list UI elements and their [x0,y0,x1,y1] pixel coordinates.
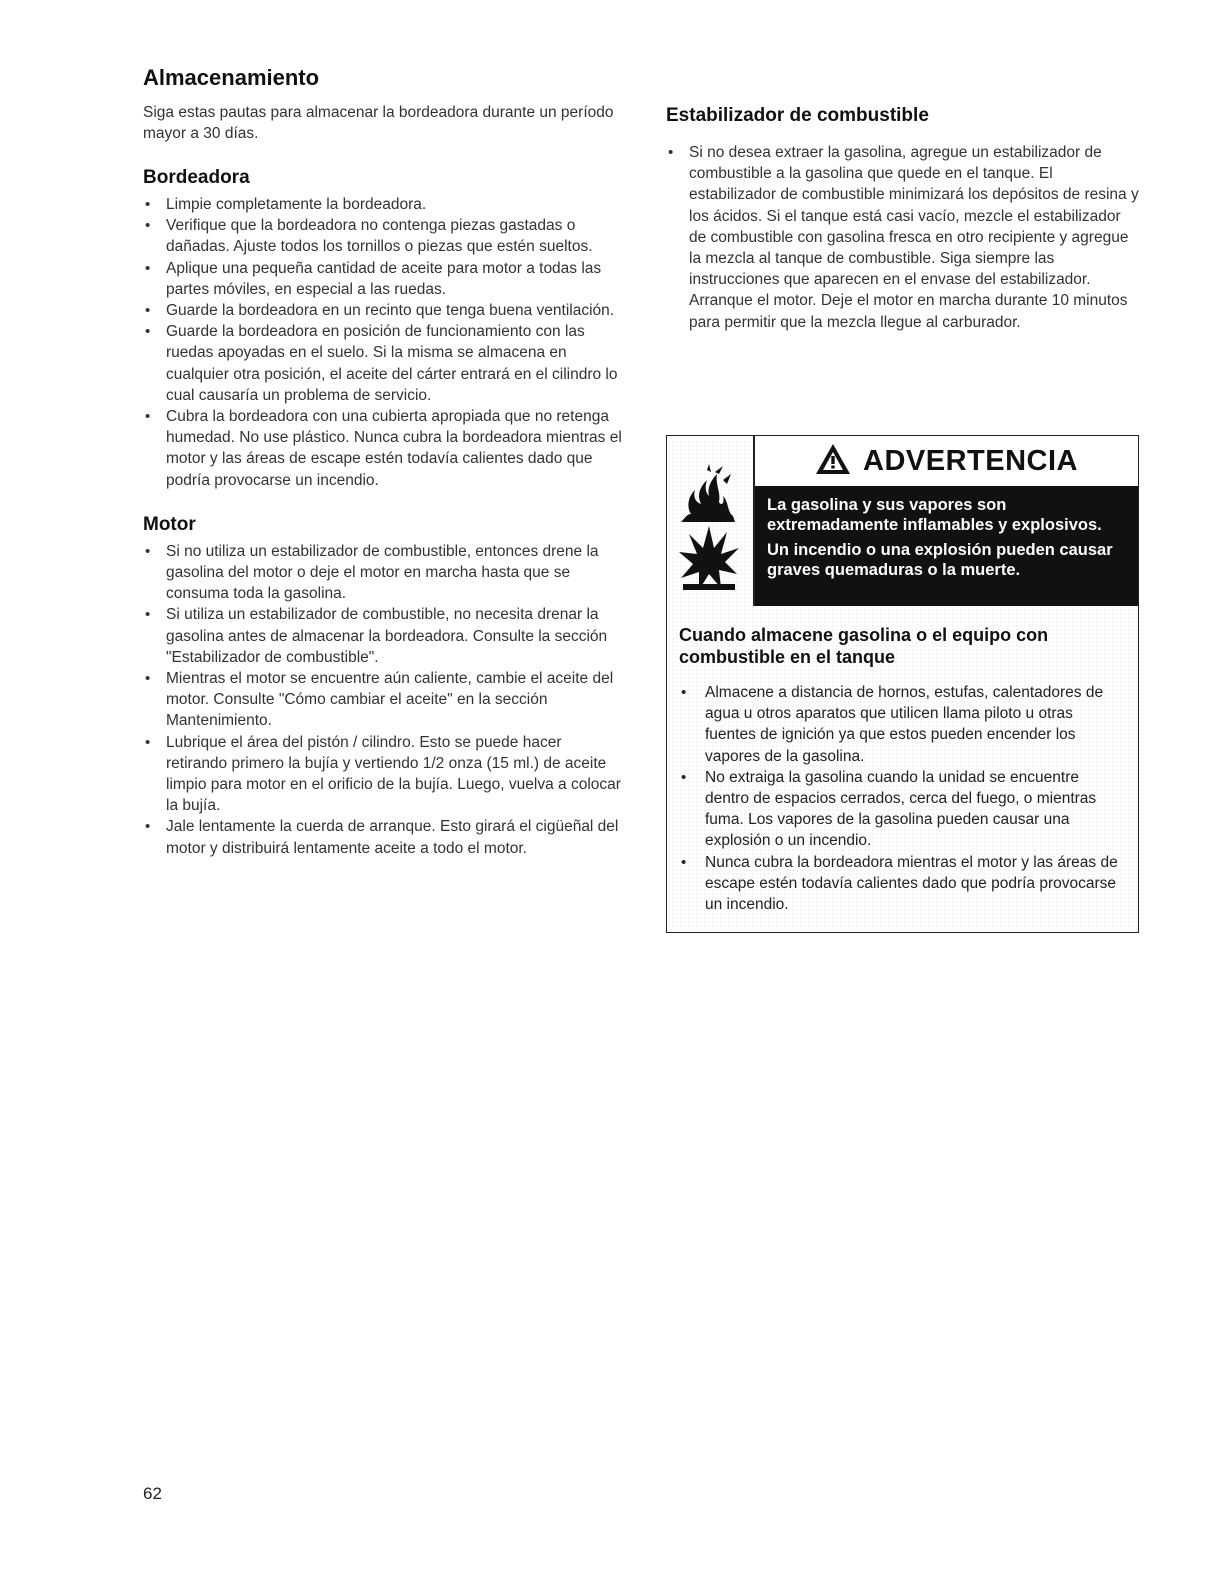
bordeadora-heading: Bordeadora [143,167,250,188]
page-title: Almacenamiento [143,65,320,90]
list-item: • No extraiga la gasolina cuando la unidad se encuentre dentro de espacios cerrados, cerca del fuego, o mientras fuma. Los vapores de la gasolina pueden causar una explosión o un incendio. [679,767,1126,852]
page-number: 62 [143,1484,162,1503]
list-item: • Si no desea extraer la gasolina, agregue un estabilizador de combustible a la gasolina que quede en el tanque. El estabilizador de combustible minimizará los depósitos de resina y los ácidos. Si el tanque está casi vacío, mezcle el estabilizador de combustible con gasolina fresca en otro recipiente y agregue la mezcla al tanque de combustible. Siga siempre las instrucciones que aparecen en el envase del estabilizador. Arranque el motor. Deje el motor en marcha durante 10 minutos para permitir que la mezcla llegue al carburador. [666,142,1142,333]
warning-title: ADVERTENCIA [863,444,1078,477]
list-item: • Almacene a distancia de hornos, estufas, calentadores de agua u otros aparatos que utilicen llama piloto u otras fuentes de ignición ya que estos pueden encender los vapores de la gasolina. [679,682,1126,767]
list-item: • Aplique una pequeña cantidad de aceite para motor a todas las partes móviles, en especial a las ruedas. [143,258,625,300]
warning-header [755,436,1138,486]
list-item: • Si no utiliza un estabilizador de combustible, entonces drene la gasolina del motor o deje el motor en marcha hasta que se consuma toda la gasolina. [143,541,625,605]
motor-heading: Motor [143,513,196,535]
list-item: • Limpie completamente la bordeadora. [143,194,625,215]
list-item: • Lubrique el área del pistón / cilindro. Esto se puede hacer retirando primero la bujía y vertiendo 1/2 onza (15 ml.) de aceite limpio para motor en el orificio de la bujía. Luego, vuelva a colocar la bujía. [143,732,625,817]
list-item: • Cubra la bordeadora con una cubierta apropiada que no retenga humedad. No use plástico. Nunca cubra la bordeadora mientras el motor y las áreas de escape estén todavía calientes dado que podría provocarse un incendio. [143,406,625,491]
warning-list [679,682,1126,915]
list-item: • Guarde la bordeadora en un recinto que tenga buena ventilación. [143,300,625,321]
list-item: • Guarde la bordeadora en posición de funcionamiento con las ruedas apoyadas en el suelo. Si la misma se almacena en cualquier otra posición, el aceite del cárter entrará en el cilindro lo cual causaría un problema de servicio. [143,321,625,406]
explosion-icon [679,526,739,597]
warning-box [666,435,1139,933]
intro-paragraph: Siga estas pautas para almacenar la bordeadora durante un período mayor a 30 días. [143,104,614,142]
bordeadora-list [143,194,625,491]
warning-instructions [679,624,1126,937]
motor-list [143,541,625,859]
estabilizador-list [666,142,1142,333]
list-item: • Si utiliza un estabilizador de combustible, no necesita drenar la gasolina antes de almacenar la bordeadora. Consulte la sección "Estabilizador de combustible". [143,604,625,668]
hazard-consequence: Un incendio o una explosión pueden causar graves quemaduras o la muerte. [767,541,1113,579]
warning-hazard-panel [755,486,1138,606]
estabilizador-heading: Estabilizador de combustible [666,105,929,126]
warning-subheading: Cuando almacene gasolina o el equipo con combustible en el tanque [679,625,1049,667]
list-item: • Jale lentamente la cuerda de arranque. Esto girará el cigüeñal del motor y distribuirá lentamente aceite a todo el motor. [143,816,625,858]
list-item: • Nunca cubra la bordeadora mientras el motor y las áreas de escape estén todavía calientes dado que podría provocarse un incendio. [679,852,1126,916]
fire-icon [677,462,739,529]
right-column [666,104,1142,355]
warning-triangle-icon [815,443,851,480]
hazard-pictograms [667,436,753,606]
list-item: • Mientras el motor se encuentre aún caliente, cambie el aceite del motor. Consulte "Cómo cambiar el aceite" en la sección Mantenimiento. [143,668,625,732]
list-item: • Verifique que la bordeadora no contenga piezas gastadas o dañadas. Ajuste todos los tornillos o piezas que estén sueltos. [143,215,625,257]
left-column [143,64,625,881]
hazard-statement: La gasolina y sus vapores son extremadamente inflamables y explosivos. [767,496,1102,534]
